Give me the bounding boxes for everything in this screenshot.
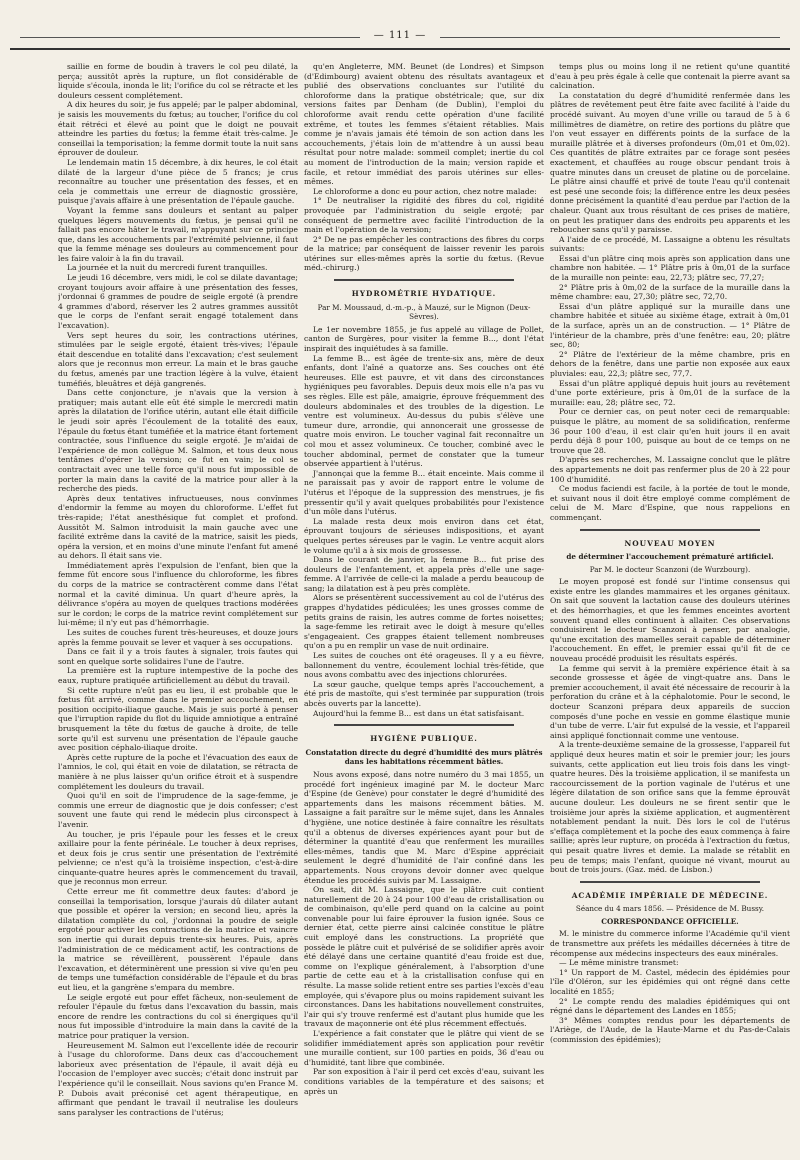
paragraph: Quoi qu'il en soit de l'imprudence de la sage-femme, je commis une erreur de diagnostic que je dois confesser; c'est souvent une faute qui rend le médecin plus circonspect à l'avenir. (58, 791, 298, 829)
paragraph: L'expérience a fait constater que le plâtre qui vient de se solidifier immédiatement après son application pour revêtir une muraille contient, sur 100 parties en poids, 36 d'eau ou d'humidité, tant libre que combinée. (304, 1029, 544, 1067)
paragraph: Le moyen proposé est fondé sur l'intime consensus qui existe entre les glandes mammaires et les organes génitaux. On sait que souvent la lactation cause des douleurs utérines et des hémorrhagies, et que les femmes enceintes avortent souvent quand elles continuent à allaiter. Ces observations conduisirent le docteur Scanzoni à penser, par analogie, qu'une excitation des mamelles serait capable de déterminer l'accouchement. En effet, le premier essai qu'il fit de ce nouveau procédé produisit les résultats espérés. (550, 577, 790, 664)
paragraph: Ce modus faciendi est facile, à la portée de tout le monde, et suivant nous il doit être employé comme complément de celui de M. Marc d'Espine, que nous rappelions en commençant. (550, 484, 790, 522)
paragraph: Essai d'un plâtre cinq mois après son application dans une chambre non habitée. — 1° Plâtre pris à 0m,01 de la surface de la muraille non peinte: eau, 22,73; plâtre sec, 77,27; (550, 253, 790, 283)
paragraph: 2° Plâtre pris à 0m,02 de la surface de la muraille dans la même chambre: eau, 27,30; plâtre sec, 72,70. (550, 282, 790, 302)
header-rule (10, 48, 790, 50)
paragraph: Si cette rupture n'eût pas eu lieu, il est probable que le fœtus fût arrivé, comme dans le premier accouchement, en position occipito-iliaque gauche. Mais je suis porté à penser que l'irruption rapide du flot du liquide amniotique a entraîné brusquement la tête du fœtus de gauche à droite, de telle sorte qu'il est survenu une présentation de l'épaule gauche avec position céphalo-iliaque droite. (58, 685, 298, 753)
paragraph: Le chloroforme a donc eu pour action, chez notre malade: (313, 186, 537, 196)
subtitle-hygiene: Constatation directe du degré d'humidité des murs plâtrés dans les habitations récemment bâties. (305, 747, 543, 767)
paragraph: Dans le courant de janvier, la femme B... fut prise des douleurs de l'enfantement, et appela près d'elle une sage-femme. A l'arrivée de celle-ci la malade a perdu beaucoup de sang; la dilatation est à peu près complète. (304, 555, 544, 593)
page-number: — 111 — (0, 30, 800, 41)
paragraph: Le seigle ergoté eut pour effet fâcheux, non-seulement de refouler l'épaule du fœtus dans l'excavation du bassin, mais encore de rendre les contractions du col si énergiques qu'il nous fut impossible d'introduire la main dans la cavité de la matrice pour pratiquer la version. (58, 992, 298, 1040)
paragraph: qu'en Angleterre, MM. Beunet (de Londres) et Simpson (d'Edimbourg) avaient obtenu des résultats avantageux et publié des observations concluantes sur l'utilité du chloroforme dans la pratique obstétricale; que, sur dix versions faites par Denham (de Dublin), l'emploi du chloroforme avait rendu cette opération d'une facilité extrême, et toutes les femmes s'étaient rétablies. Mais comme je n'avais jamais été témoin de son action dans les accouchements, j'étais loin de m'attendre à un aussi beau résultat pour notre malade: sommeil complet; inertie du col au moment de l'introduction de la main; version rapide et facile, et retour immédiat des parois utérines sur elles-mêmes. (304, 62, 544, 187)
paragraph: La malade resta deux mois environ dans cet état, éprouvant toujours de sérieuses indispositions, et ayant quelques pertes séreuses par le vagin. Le ventre acquit alors le volume qu'il a à six mois de grossesse. (304, 516, 544, 555)
paragraph: Heureusement M. Salmon eut l'excellente idée de recourir à l'usage du chloroforme. Dans deux cas d'accouchement laborieux avec présentation de l'épaule, il avait déjà eu l'occasion de l'employer avec succès; c'était donc instruit par l'expérience qu'il le conseillait. Nous savions qu'en France M. P. Dubois avait préconisé cet agent thérapeutique, en affirmant que pendant le travail il neutralise les douleurs sans paralyser les contractions de l'utérus; (58, 1040, 298, 1117)
paragraph: 2° Plâtre de l'extérieur de la même chambre, pris en dehors de la fenêtre, dans une partie non exposée aux eaux pluviales: eau, 22,3; plâtre sec, 77,7. (550, 349, 790, 378)
section-title-nouveau-moyen: NOUVEAU MOYEN (624, 538, 716, 548)
paragraph: Nous avons exposé, dans notre numéro du 3 mai 1855, un procédé fort ingénieux imaginé par M. le docteur Marc d'Espine (de Genève) pour constater le degré d'humidité des appartements dans les maisons récemment bâties. M. Lassaigne a fait paraître sur le même sujet, dans les Annales d'hygiène, une notice destinée à faire connaître les résultats qu'il a obtenus de diverses expériences ayant pour but de déterminer la quantité d'eau que renferment les murailles elles-mêmes, tandis que M. Marc d'Espine appréciait seulement le degré d'humidité de l'air confiné dans les appartements. Nous croyons devoir donner avec quelque étendue les procédés suivis par M. Lassaigne. (304, 769, 544, 885)
column-1 (58, 62, 298, 1136)
paragraph: 2° Le compte rendu des maladies épidémiques qui ont régné dans le département des Landes en 1855; (550, 996, 790, 1016)
paragraph: Au toucher, je pris l'épaule pour les fesses et le creux axillaire pour la fente périnéale. Le toucher à deux reprises, et deux fois je crus sentir une présentation de l'extrémité pelvienne; ce n'est qu'à la troisième inspection, c'est-à-dire cinquante-quatre heures après le commencement du travail, que je reconnus mon erreur. (58, 829, 298, 887)
paragraph: Après cette rupture de la poche et l'évacuation des eaux de l'amnios, le col, qui était en voie de dilatation, se rétracta de manière à ne plus laisser qu'un orifice étroit et à suspendre complétement les douleurs du travail. (58, 752, 298, 791)
paragraph: Après deux tentatives infructueuses, nous convînmes d'endormir la femme au moyen du chloroforme. L'effet fut très-rapide; l'état anesthésique fut complet et profond. Aussitôt M. Salmon introduisit la main gauche avec une facilité extrême dans la cavité de la matrice, saisit les pieds, opéra la version, et en moins d'une minute l'enfant fut amené au dehors. Il était sans vie. (58, 493, 298, 561)
paragraph: M. le ministre du commerce informe l'Académie qu'il vient de transmettre aux préfets les médailles décernées à titre de récompense aux médecins inspecteurs des eaux minérales. (550, 929, 790, 958)
paragraph: A la trente-deuxième semaine de la grossesse, l'appareil fut appliqué deux heures matin et soir le premier jour; les jours suivants, cette application eut lieu trois fois dans les vingt-quatre heures. Dès la troisième application, il se manifesta un raccourcissement de la portion vaginale de l'utérus et une légère dilatation de son orifice sans que la femme éprouvât aucune douleur. Les douleurs ne se firent sentir que le troisième jour après la sixième application, et augmentèrent notablement pendant la nuit. Dès lors le col de l'utérus s'effaça complètement et la poche des eaux commença à faire saillie; après leur rupture, on procéda à l'extraction du fœtus, qui pesait quatre livres et demie. La malade se rétablit en peu de temps; mais l'enfant, quoique né vivant, mourut au bout de trois jours. (Gaz. méd. de Lisbon.) (550, 740, 790, 875)
paragraph: Cette erreur me fit commettre deux fautes: d'abord je conseillai la temporisation, lorsque j'aurais dû dilater autant que possible et opérer la version; en second lieu, après la dilatation complète du col, j'ordonnai la poudre de seigle ergoté pour activer les contractions de la matrice et vaincre son inertie qui durait depuis trente-six heures. Puis, après l'administration de ce médicament actif, les contractions de la matrice se réveillèrent, poussèrent l'épaule dans l'excavation, et déterminèrent une pression si vive qu'en peu de temps une tuméfaction considérable de l'épaule et du bras eut lieu, et la gangrène s'empara du membre. (58, 887, 298, 992)
paragraph: La femme qui servit à la première expérience était à sa seconde grossesse et âgée de vingt-quatre ans. Dans le premier accouchement, il avait été nécessaire de recourir à la perforation du crâne et à la céphalotomie. Pour le second, le docteur Scanzoni prépara deux appareils de succion composés d'une poche en vessie en gomme élastique munie d'un tube de verre. L'air fut expulsé de la vessie, et l'appareil ainsi appliqué fonctionnait comme une ventouse. (550, 663, 790, 740)
paragraph: Immédiatement après l'expulsion de l'enfant, bien que la femme fût encore sous l'influence du chloroforme, les fibres du corps de la matrice se contractèrent comme dans l'état normal et la cavité diminua. Un quart d'heure après, la délivrance s'opéra au moyen de quelques tractions modérées sur le cordon; le corps de la matrice revint complétement sur lui-même; il n'y eut pas d'hémorrhagie. (58, 560, 298, 628)
paragraph: Par son exposition à l'air il perd cet excès d'eau, suivant les conditions variables de la température et des saisons; et après un (304, 1067, 544, 1096)
paragraph: saillie en forme de boudin à travers le col peu dilaté, la perça; aussitôt après la rupture, un flot considérable de liquide s'écoula, inonda le lit; l'orifice du col se rétracte et les douleurs cessent complétement. (58, 62, 298, 100)
paragraph: Le jeudi 16 décembre, vers midi, le col se dilate davantage; croyant toujours avoir affaire à une présentation des fesses, j'ordonnai 6 grammes de poudre de seigle ergoté (à prendre 4 grammes d'abord, réserver les 2 autres grammes aussitôt que le corps de l'enfant serait engagé totalement dans l'excavation). (58, 273, 298, 331)
section-title-hygiene: HYGIÈNE PUBLIQUE. (370, 734, 478, 744)
section-divider (580, 881, 760, 883)
paragraph: J'annonçai que la femme B... était enceinte. Mais comme il ne paraissait pas y avoir de rapport entre le volume de l'utérus et l'époque de la suppression des menstrues, je fis pressentir qu'il y avait quelques probabilités pour l'existence d'un môle dans l'utérus. (304, 468, 544, 517)
session-line: Séance du 4 mars 1856. — Présidence de M. Bussy. (575, 904, 765, 914)
paragraph: La première est la rupture intempestive de la poche des eaux, rupture pratiquée artificiellement au début du travail. (58, 666, 298, 685)
paragraph: 3° Mêmes comptes rendus pour les départements de l'Ariège, de l'Aude, de la Haute-Marne et du Pas-de-Calais (commission des épidémies); (550, 1015, 790, 1044)
paragraph: Le 1er novembre 1855, je fus appelé au village de Pollet, canton de Surgères, pour visiter la femme B..., dont l'état inspirait des inquiétudes à sa famille. (304, 324, 544, 354)
paragraph: Alors se présentèrent successivement au col de l'utérus des grappes d'hydatides pédiculées; les unes grosses comme de petits grains de raisin, les autres comme de fortes noisettes; la sage-femme les retirait avec le doigt à mesure qu'elles s'engageaient. Ces grappes étaient tellement nombreuses qu'on a pu en remplir un vase de nuit ordinaire. (304, 593, 544, 651)
section-divider (334, 724, 514, 726)
section-title-academie: ACADÉMIE IMPÉRIALE DE MÉDECINE. (571, 890, 769, 900)
paragraph: Aujourd'hui la femme B... est dans un état satisfaisant. (313, 708, 525, 718)
section-divider (334, 279, 514, 281)
paragraph: La constatation du degré d'humidité renfermée dans les plâtres de revêtement peut être faite avec facilité à l'aide du procédé suivant. Au moyen d'une vrille ou taraud de 5 à 6 millimètres de diamètre, on retire des portions du plâtre que l'on veut essayer en différents points de la surface de la muraille plâtrée et à diverses profondeurs (0m,01 et 0m,02). Ces quantités de plâtre extraites par ce forage sont pesées exactement, et chauffées au rouge obscur pendant trois à quatre minutes dans un creuset de platine ou de porcelaine. Le plâtre ainsi chauffé et privé de toute l'eau qu'il contenait est pesé une seconde fois; la différence entre les deux pesées donne précisément la quantité d'eau perdue par l'action de la chaleur. Quant aux trous résultant de ces prises de matière, on peut les pratiquer dans des endroits peu apparents et les reboucher sans qu'il y paraisse. (550, 90, 790, 235)
paragraph: Les suites de couches furent très-heureuses, et douze jours après la femme pouvait se lever et vaquer à ses occupations. (58, 628, 298, 647)
byline-hydrometrie: Par M. Moussaud, d.-m.-p., à Mauzé, sur le Mignon (Deux-Sèvres). (317, 302, 531, 322)
paragraph: Essai d'un plâtre appliqué sur la muraille dans une chambre habitée et située au sixième étage, extrait à 0m,01 de la surface, après un an de construction. — 1° Plâtre de l'intérieur de la chambre, près d'une fenêtre: eau, 20; plâtre sec, 80; (550, 301, 790, 350)
paragraph: Dans cette conjoncture, je n'avais que la version à pratiquer; mais autant elle eût été simple le mercredi matin après la dilatation de l'orifice utérin, autant elle était difficile le jeudi soir après l'écoulement de la totalité des eaux, l'épaule du fœtus étant tuméfiée et la matrice étant fortement contractée, sous l'influence du seigle ergoté. Je m'aidai de l'expérience de mon collègue M. Salmon, et tous deux nous tentâmes d'opérer la version; ce fut en vain; le col se contractait avec une telle force qu'il nous fut impossible de porter la main dans la cavité de la matrice pour aller à la recherche des pieds. (58, 388, 298, 494)
paragraph: Vers sept heures du soir, les contractions utérines, stimulées par le seigle ergoté, étaient très-vives; l'épaule était descendue en totalité dans l'excavation; c'est seulement alors que je reconnus mon erreur. La main et le bras gauche du fœtus, amenés par une traction légère à la vulve, étaient tuméfiés, bleuâtres et déjà gangrenés. (58, 330, 298, 388)
paragraph: Dans ce fait il y a trois fautes à signaler, trois fautes qui sont en quelque sorte solidaires l'une de l'autre. (58, 647, 298, 666)
subtitle-nouveau-moyen: de déterminer l'accouchement prématuré artificiel. (566, 552, 774, 562)
subtitle-correspondance: CORRESPONDANCE OFFICIELLE. (601, 916, 739, 926)
paragraph: On sait, dit M. Lassaigne, que le plâtre cuit contient naturellement de 20 à 24 pour 100 d'eau de cristallisation ou de combinaison, qu'elle perd quand on la calcine au point convenable pour lui faire éprouver la fusion ignée. Sous ce dernier état, cette pierre ainsi calcinée constitue le plâtre cuit employé dans les constructions. La propriété que possède le plâtre cuit et pulvérisé de se solidifier après avoir été délayé dans une certaine quantité d'eau froide est due, comme on l'explique généralement, à l'absorption d'une partie de cette eau et à la cristallisation confuse qui en résulte. La masse solide retient entre ses parties l'excès d'eau employée, qui s'évapore plus ou moins rapidement suivant les circonstances. Dans les habitations nouvellement construites, l'air qui s'y trouve renfermé est d'autant plus humide que les travaux de maçonnerie ont été plus récemment effectués. (304, 885, 544, 1029)
column-2 (304, 62, 544, 1136)
paragraph: Pour ce dernier cas, on peut noter ceci de remarquable: puisque le plâtre, au moment de sa solidification, renferme 36 pour 100 d'eau, il est clair qu'en huit jours il en avait perdu déjà 8 pour 100, puisque au bout de ce temps on ne trouve que 28. (550, 407, 790, 455)
paragraph: La journée et la nuit du mercredi furent tranquilles. (67, 263, 268, 273)
paragraph: — Le même ministre transmet: (559, 958, 679, 968)
paragraph: A dix heures du soir, je fus appelé; par le palper abdominal, je saisis les mouvements du fœtus; au toucher, l'orifice du col était rétréci et élevé au point que le doigt ne pouvait atteindre les parties du fœtus; la femme était très-calme. Je conseillai la temporisation; la femme dormit toute la nuit sans éprouver de douleur. (58, 100, 298, 158)
section-divider (580, 529, 760, 531)
paragraph: Voyant la femme sans douleurs et sentant au palper quelques légers mouvements du fœtus, je pensai qu'il ne fallait pas encore hâter le travail, m'appuyant sur ce principe que, dans les accouchements par l'extrémité pelvienne, il faut que la femme ménage ses douleurs au commencement pour les faire valoir à la fin du travail. (58, 205, 298, 263)
paragraph: La femme B... est âgée de trente-six ans, mère de deux enfants, dont l'aîné a quatorze ans. Ses couches ont été heureuses. Elle est pauvre, et vit dans des circonstances hygiéniques peu favorables. Depuis deux mois elle n'a pas vu ses règles. Elle est pâle, amaigrie, éprouve fréquemment des douleurs abdominales et des troubles de la digestion. Le ventre est volumineux. Au-dessus du pubis s'élève une tumeur dure, arrondie, qui annoncerait une grossesse de quatre mois environ. Le toucher vaginal fait reconnaître un col mou et assez volumineux. Ce toucher, combiné avec le toucher abdominal, permet de constater que la tumeur observée appartient à l'utérus. (304, 353, 544, 469)
paragraph: A l'aide de ce procédé, M. Lassaigne a obtenu les résultats suivants: (550, 234, 790, 254)
section-title-hydrometrie: HYDROMÉTRIE HYDATIQUE. (351, 289, 497, 299)
text-columns (58, 62, 790, 1136)
paragraph: D'après ses recherches, M. Lassaigne conclut que le plâtre des appartements ne doit pas renfermer plus de 20 à 22 pour 100 d'humidité. (550, 455, 790, 484)
paragraph: Le lendemain matin 15 décembre, à dix heures, le col était dilaté de la largeur d'une pièce de 5 francs; je crus reconnaître au toucher une présentation des fesses, et en cela je commettais une erreur de diagnostic grossière, puisque j'avais affaire à une présentation de l'épaule gauche. (58, 157, 298, 206)
column-3 (550, 62, 790, 1136)
paragraph: La sœur gauche, quelque temps après l'accouchement, a été pris de mastoïte, qui s'est terminée par suppuration (trois abcès ouverts par la lancette). (304, 679, 544, 708)
paragraph: temps plus ou moins long il ne retient qu'une quantité d'eau à peu près égale à celle que contenait la pierre avant sa calcination. (550, 62, 790, 91)
byline-nouveau-moyen: Par M. le docteur Scanzoni (de Wurzbourg). (589, 564, 751, 574)
paragraph: 1° Un rapport de M. Castel, médecin des épidémies pour l'île d'Oléron, sur les épidémies qui ont régné dans cette localité en 1855; (550, 967, 790, 997)
paragraph: 1° De neutraliser la rigidité des fibres du col, rigidité provoquée par l'administration du seigle ergoté; par conséquent de permettre avec facilité l'introduction de la main et l'opération de la version; (304, 196, 544, 235)
paragraph: 2° De ne pas empêcher les contractions des fibres du corps de la matrice; par conséquent de laisser revenir les parois utérines sur elles-mêmes après la sortie du fœtus. (Revue méd.-chirurg.) (304, 234, 544, 273)
paragraph: Les suites de couches ont été orageuses. Il y a eu fièvre, ballonnement du ventre, écoulement lochial très-fétide, que nous avons combattu avec des injections chlorurées. (304, 651, 544, 680)
paragraph: Essai d'un plâtre appliqué depuis huit jours au revêtement d'une porte extérieure, pris à 0m,01 de la surface de la muraille: eau, 28; plâtre sec, 72. (550, 378, 790, 407)
